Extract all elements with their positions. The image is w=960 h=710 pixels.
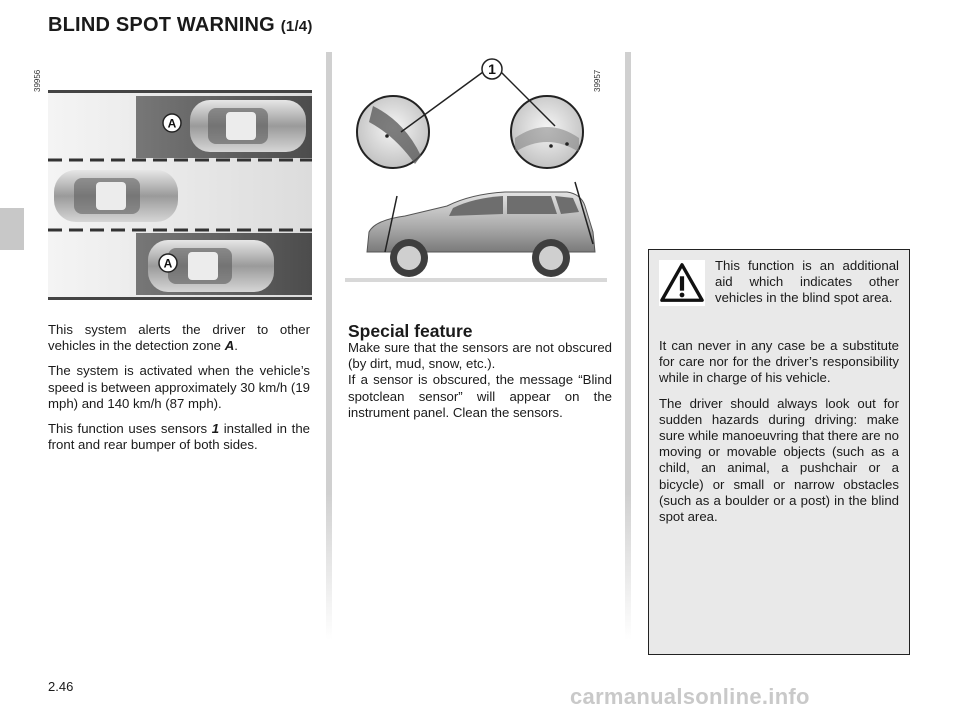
special-feature-heading: Special feature (348, 321, 473, 341)
chapter-tab (0, 208, 24, 250)
zone-label-top: A (167, 116, 177, 131)
car-top (190, 100, 306, 152)
warning-paragraph-responsibility: It can never in any case be a substitute for care nor for the driver’s responsibility while in charge of his vehicle. (659, 338, 899, 386)
zone-label-bottom: A (163, 256, 173, 271)
paragraph-sensors: This function uses sensors 1 installed in the front and rear bumper of both sides. (48, 421, 310, 453)
warning-triangle-icon (659, 260, 705, 306)
special-feature-line-1: Make sure that the sensors are not obscured (by dirt, mud, snow, etc.). (348, 340, 612, 372)
figure-detection-zone (48, 88, 312, 302)
paragraph-detection-zone: This system alerts the driver to other vehicles in the detection zone A. (48, 322, 310, 354)
column-rule-1 (326, 52, 332, 640)
page-title (48, 14, 313, 37)
watermark-text: carmanualsonline.info (570, 684, 810, 709)
figure-ref-left: 39956 (33, 69, 42, 92)
paragraph-activation-speed: The system is activated when the vehicle’s speed is between approximately 30 km/h (19 mph) and 140 km/h (87 mph). (48, 363, 310, 411)
car-side-view (367, 192, 595, 277)
column-1-text (48, 322, 310, 462)
title-part: (1/4) (280, 18, 313, 35)
warning-paragraph-hazards: The driver should always look out for sudden hazards during driving: make sure while manoeuvring that there are no moving or movable objects (such as a child, an animal, a pushchair or a bicycle) or small or narrow obstacles (such as a boulder or a post) in the blind spot area. (659, 395, 899, 525)
title-text: BLIND SPOT WARNING (48, 14, 275, 36)
warning-text-intro: This function is an additional aid which indicates other vehicles in the blind spot area. (715, 258, 899, 306)
column-rule-2 (625, 52, 631, 640)
figure-sensor-locations (345, 56, 607, 288)
figure-ref-right: 39957 (593, 69, 602, 92)
warning-text-body (659, 338, 899, 534)
column-2-text (348, 322, 612, 421)
special-feature-line-2: If a sensor is obscured, the message “Blind spotclean sensor” will appear on the instrument panel. Clean the sensors. (348, 372, 612, 420)
sensor-callout: 1 (488, 61, 496, 77)
warning-box (648, 249, 910, 655)
car-center (54, 170, 178, 222)
page-number: 2.46 (48, 679, 74, 694)
